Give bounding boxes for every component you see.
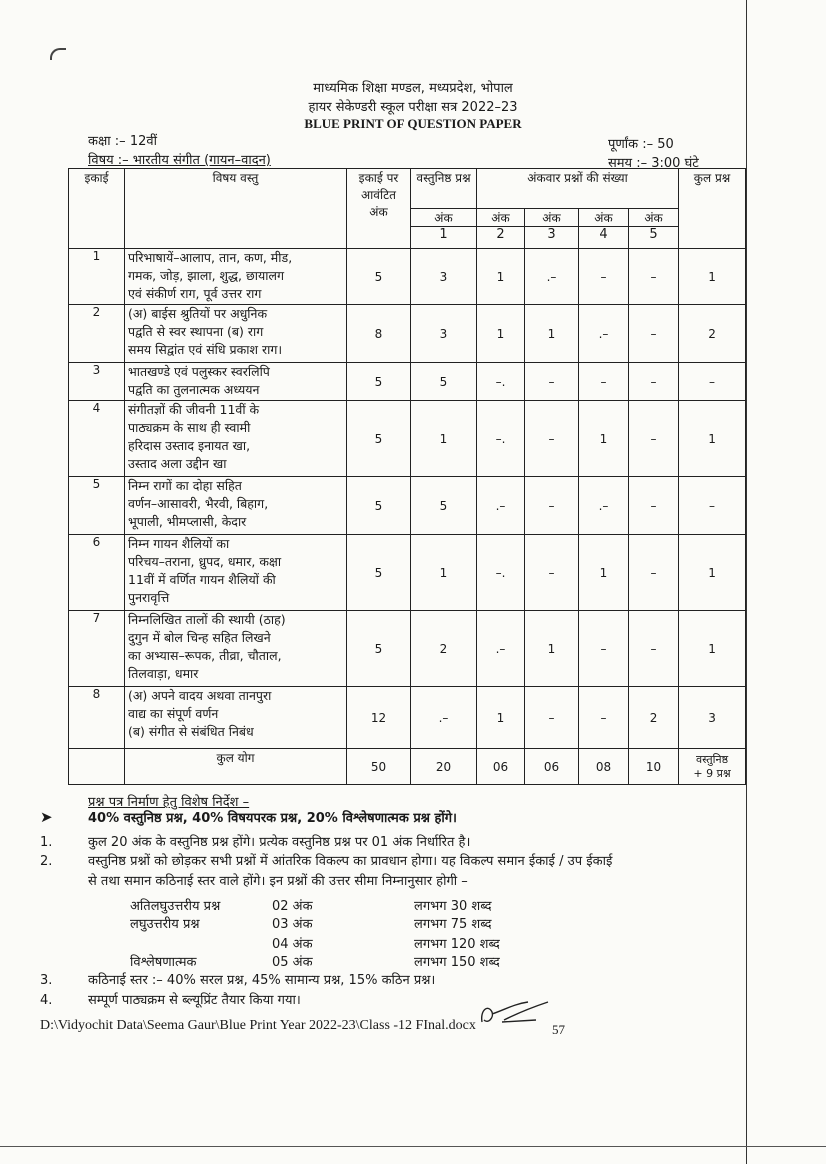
board-name: माध्यमिक शिक्षा मण्डल, मध्यप्रदेश, भोपाल bbox=[313, 81, 513, 96]
cell-m1: 1 bbox=[411, 535, 477, 611]
cell-m4: – bbox=[579, 363, 629, 401]
topic-cell bbox=[125, 611, 347, 687]
limit-marks: 02 अंक bbox=[272, 899, 313, 914]
cell-m1: 2 bbox=[411, 611, 477, 687]
instruction-item bbox=[40, 851, 612, 869]
cell-m1: 5 bbox=[411, 477, 477, 535]
cell-m5: – bbox=[629, 363, 679, 401]
topic-line: वाद्य का संपूर्ण वर्णन bbox=[128, 706, 219, 721]
header-ank: अंक bbox=[579, 209, 629, 227]
topic-line: हरिदास उस्ताद इनायत खा, bbox=[128, 438, 251, 453]
cell-m5: – bbox=[629, 477, 679, 535]
table-row bbox=[69, 363, 746, 401]
topic-line: पुनरावृत्ति bbox=[128, 590, 170, 605]
header-allocated-marks: इकाई पर आवंटित अंक bbox=[347, 169, 411, 249]
header-total-questions: कुल प्रश्न bbox=[679, 169, 746, 249]
unit-number: 7 bbox=[69, 611, 125, 687]
cell-m2: 1 bbox=[477, 305, 525, 363]
topic-cell bbox=[125, 687, 347, 749]
item-number: 3. bbox=[40, 973, 53, 988]
document-title: BLUE PRINT OF QUESTION PAPER bbox=[304, 116, 522, 131]
cell-total: 3 bbox=[679, 687, 746, 749]
limit-type: विश्लेषणात्मक bbox=[130, 955, 197, 970]
cell-alloc: 12 bbox=[347, 687, 411, 749]
exam-session: हायर सेकेण्डरी स्कूल परीक्षा सत्र 2022–23 bbox=[308, 100, 518, 115]
cell-m4: 1 bbox=[579, 401, 629, 477]
cell-total: 2 bbox=[679, 305, 746, 363]
topic-cell bbox=[125, 249, 347, 305]
header-ank: अंक bbox=[411, 209, 477, 227]
item-number: 4. bbox=[40, 993, 53, 1008]
item-text: कठिनाई स्तर :– 40% सरल प्रश्न, 45% सामान्य प्रश्न, 15% कठिन प्रश्न। bbox=[88, 973, 436, 988]
cell-total: 1 bbox=[679, 401, 746, 477]
topic-cell bbox=[125, 477, 347, 535]
cell-m1: 3 bbox=[411, 305, 477, 363]
header-questions-count: अंकवार प्रश्नों की संख्या bbox=[477, 169, 679, 209]
item-text: कुल 20 अंक के वस्तुनिष्ठ प्रश्न होंगे। प्रत्येक वस्तुनिष्ठ प्रश्न पर 01 अंक निर्धारित है। bbox=[88, 835, 471, 850]
unit-number: 4 bbox=[69, 401, 125, 477]
topic-line: गमक, जोड़, झाला, शुद्ध, छायालग bbox=[128, 268, 284, 283]
header-mark-5: 5 bbox=[629, 227, 679, 249]
cell-m2: –. bbox=[477, 363, 525, 401]
unit-number: 6 bbox=[69, 535, 125, 611]
limit-type: लघुउत्तरीय प्रश्न bbox=[130, 917, 200, 932]
limit-words: लगभग 150 शब्द bbox=[414, 955, 500, 970]
header-mark-4: 4 bbox=[579, 227, 629, 249]
cell-alloc: 5 bbox=[347, 249, 411, 305]
cell-m1: 1 bbox=[411, 401, 477, 477]
unit-number: 5 bbox=[69, 477, 125, 535]
blueprint-table bbox=[68, 168, 746, 785]
cell-total: 1 bbox=[679, 249, 746, 305]
topic-cell bbox=[125, 305, 347, 363]
cell-m5: 2 bbox=[629, 687, 679, 749]
cell-m5: – bbox=[629, 611, 679, 687]
cell-m4: 1 bbox=[579, 535, 629, 611]
cell-m4: – bbox=[579, 249, 629, 305]
cell-m2: 1 bbox=[477, 249, 525, 305]
topic-line: का अभ्यास–रूपक, तीव्रा, चौताल, bbox=[128, 648, 282, 663]
cell-m3: – bbox=[525, 401, 579, 477]
cell-m3: – bbox=[525, 687, 579, 749]
instructions-title: प्रश्न पत्र निर्माण हेतु विशेष निर्देश – bbox=[88, 795, 250, 810]
instruction-item-continued: से तथा समान कठिनाई स्तर वाले होंगे। इन प्रश्नों की उत्तर सीमा निम्नानुसार होगी – bbox=[88, 874, 468, 889]
table-row bbox=[69, 535, 746, 611]
limit-words: लगभग 120 शब्द bbox=[414, 937, 500, 952]
total-label: कुल योग bbox=[125, 749, 347, 785]
topic-line: भातखण्डे एवं पलुस्कर स्वरलिपि bbox=[128, 364, 270, 379]
cell-alloc: 5 bbox=[347, 363, 411, 401]
total-m2: 06 bbox=[477, 749, 525, 785]
cell-m3: – bbox=[525, 363, 579, 401]
topic-line: (अ) बाईस श्रुतियों पर अधुनिक bbox=[128, 306, 268, 321]
topic-line: पद्वति से स्वर स्थापना (ब) राग bbox=[128, 324, 264, 339]
cell-m3: – bbox=[525, 477, 579, 535]
unit-number: 8 bbox=[69, 687, 125, 749]
cell-m3: 1 bbox=[525, 611, 579, 687]
topic-line: 11वीं में वर्णित गायन शैलियों की bbox=[128, 572, 276, 587]
class-label: कक्षा :– 12वीं bbox=[88, 134, 157, 149]
cell-m5: – bbox=[629, 401, 679, 477]
cell-m4: .– bbox=[579, 477, 629, 535]
topic-line: (अ) अपने वादय अथवा तानपुरा bbox=[128, 688, 272, 703]
cell-alloc: 5 bbox=[347, 535, 411, 611]
header-topic: विषय वस्तु bbox=[125, 169, 347, 249]
scan-edge-horizontal bbox=[0, 1146, 826, 1147]
cell-m5: – bbox=[629, 305, 679, 363]
cell-m2: –. bbox=[477, 535, 525, 611]
topic-line: वर्णन–आसावरी, भैरवी, बिहाग, bbox=[128, 496, 269, 511]
limit-marks: 03 अंक bbox=[272, 917, 313, 932]
cell-total: 1 bbox=[679, 535, 746, 611]
cell-m3: – bbox=[525, 535, 579, 611]
table-row bbox=[69, 401, 746, 477]
instruction-item bbox=[40, 990, 301, 1008]
subject-label: विषय :– भारतीय संगीत (गायन–वादन) bbox=[88, 153, 271, 168]
cell-m2: –. bbox=[477, 401, 525, 477]
cell-alloc: 8 bbox=[347, 305, 411, 363]
question-mix-text: 40% वस्तुनिष्ठ प्रश्न, 40% विषयपरक प्रश्न, 20% विश्लेषणात्मक प्रश्न होंगे। bbox=[88, 811, 457, 826]
topic-line: परिभाषायें–आलाप, तान, कण, मीड, bbox=[128, 250, 293, 265]
scan-edge-vertical bbox=[746, 0, 747, 1164]
header-ank: अंक bbox=[477, 209, 525, 227]
cell-alloc: 5 bbox=[347, 401, 411, 477]
total-empty-cell bbox=[69, 749, 125, 785]
cell-m5: – bbox=[629, 535, 679, 611]
header-ank: अंक bbox=[525, 209, 579, 227]
topic-line: समय सिद्वांत एवं संधि प्रकाश राग। bbox=[128, 342, 283, 357]
table-row bbox=[69, 687, 746, 749]
header-ank: अंक bbox=[629, 209, 679, 227]
total-m3: 06 bbox=[525, 749, 579, 785]
item-number: 1. bbox=[40, 835, 53, 850]
unit-number: 1 bbox=[69, 249, 125, 305]
topic-line: (ब) संगीत से संबंधित निबंध bbox=[128, 724, 254, 739]
cell-m4: – bbox=[579, 687, 629, 749]
cell-m5: – bbox=[629, 249, 679, 305]
cell-alloc: 5 bbox=[347, 477, 411, 535]
cell-m1: .– bbox=[411, 687, 477, 749]
limit-words: लगभग 30 शब्द bbox=[414, 899, 492, 914]
topic-line: तिलवाड़ा, धमार bbox=[128, 666, 199, 681]
unit-number: 3 bbox=[69, 363, 125, 401]
signature bbox=[474, 996, 554, 1032]
topic-line: निम्न रागों का दोहा सहित bbox=[128, 478, 242, 493]
topic-line: निम्नलिखित तालों की स्थायी (ठाह) bbox=[128, 612, 286, 627]
arrow-bullet-icon: ➤ bbox=[40, 808, 53, 826]
cell-m1: 5 bbox=[411, 363, 477, 401]
cell-alloc: 5 bbox=[347, 611, 411, 687]
table-row bbox=[69, 611, 746, 687]
topic-line: पाठ्यक्रम के साथ ही स्वामी bbox=[128, 420, 251, 435]
item-text: वस्तुनिष्ठ प्रश्नों को छोड़कर सभी प्रश्नों में आंतरिक विकल्प का प्रावधान होगा। यह विकल्प समान ईकाई / उप ईकाई bbox=[88, 854, 613, 869]
topic-line: संगीतज्ञों की जीवनी 11वीं के bbox=[128, 402, 260, 417]
cell-m3: 1 bbox=[525, 305, 579, 363]
total-questions-line1: वस्तुनिष्ठ bbox=[695, 752, 729, 766]
limit-marks: 05 अंक bbox=[272, 955, 313, 970]
topic-line: भूपाली, भीमप्लासी, केदार bbox=[128, 514, 247, 529]
topic-line: निम्न गायन शैलियों का bbox=[128, 536, 230, 551]
file-path: D:\Vidyochit Data\Seema Gaur\Blue Print Year 2022-23\Class -12 FInal.docx bbox=[40, 1018, 476, 1033]
total-m4: 08 bbox=[579, 749, 629, 785]
total-alloc: 50 bbox=[347, 749, 411, 785]
total-m1: 20 bbox=[411, 749, 477, 785]
table-row bbox=[69, 477, 746, 535]
cell-m1: 3 bbox=[411, 249, 477, 305]
topic-line: एवं संकीर्ण राग, पूर्व उत्तर राग bbox=[128, 286, 262, 301]
cell-m2: .– bbox=[477, 477, 525, 535]
item-text: सम्पूर्ण पाठ्यक्रम से ब्ल्यूप्रिंट तैयार किया गया। bbox=[88, 993, 301, 1008]
total-m5: 10 bbox=[629, 749, 679, 785]
table-row bbox=[69, 249, 746, 305]
topic-line: परिचय–तराना, ध्रुपद, धमार, कक्षा bbox=[128, 554, 282, 569]
page-number: 57 bbox=[552, 1022, 565, 1037]
cell-m3: .– bbox=[525, 249, 579, 305]
instruction-item bbox=[40, 832, 470, 850]
instructions-bullet bbox=[40, 808, 457, 826]
header-unit: इकाई bbox=[69, 169, 125, 249]
total-questions-line2: + 9 प्रश्न bbox=[693, 766, 731, 780]
topic-cell bbox=[125, 535, 347, 611]
cell-m4: .– bbox=[579, 305, 629, 363]
cell-m2: 1 bbox=[477, 687, 525, 749]
unit-number: 2 bbox=[69, 305, 125, 363]
item-number: 2. bbox=[40, 854, 53, 869]
scan-corner-mark bbox=[50, 48, 66, 60]
table-row bbox=[69, 305, 746, 363]
cell-total: 1 bbox=[679, 611, 746, 687]
time-label: समय :– 3:00 घंटे bbox=[608, 156, 699, 171]
limit-marks: 04 अंक bbox=[272, 937, 313, 952]
cell-m2: .– bbox=[477, 611, 525, 687]
topic-line: दुगुन में बोल चिन्ह सहित लिखने bbox=[128, 630, 271, 645]
header-mark-1: 1 bbox=[411, 227, 477, 249]
cell-total: – bbox=[679, 477, 746, 535]
instruction-item bbox=[40, 970, 435, 988]
max-marks-label: पूर्णांक :– 50 bbox=[608, 137, 674, 152]
header-mark-3: 3 bbox=[525, 227, 579, 249]
topic-cell bbox=[125, 363, 347, 401]
cell-m4: – bbox=[579, 611, 629, 687]
total-row bbox=[69, 749, 746, 785]
header-objective: वस्तुनिष्ठ प्रश्न bbox=[411, 169, 477, 209]
limit-type: अतिलघुउत्तरीय प्रश्न bbox=[130, 899, 221, 914]
limit-words: लगभग 75 शब्द bbox=[414, 917, 492, 932]
header-mark-2: 2 bbox=[477, 227, 525, 249]
topic-line: उस्ताद अला उद्दीन खा bbox=[128, 456, 227, 471]
cell-total: – bbox=[679, 363, 746, 401]
topic-cell bbox=[125, 401, 347, 477]
topic-line: पद्वति का तुलनात्मक अध्ययन bbox=[128, 382, 260, 397]
